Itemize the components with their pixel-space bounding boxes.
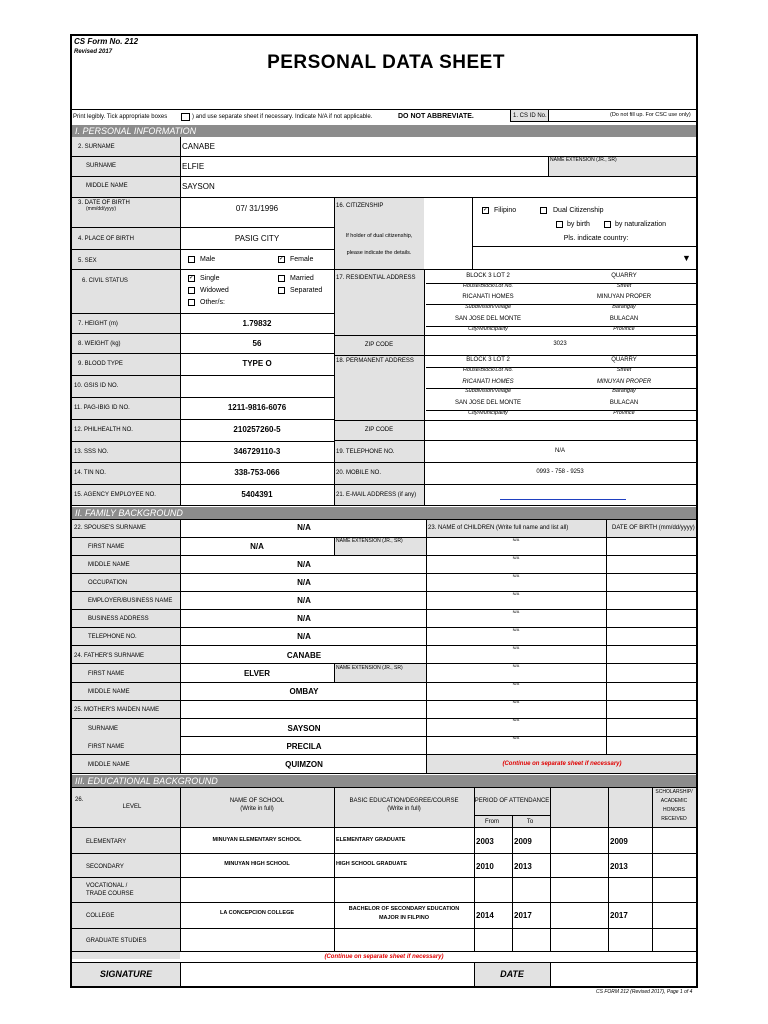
citizenship-dual-label: Dual Citizenship [553,207,604,214]
philhealth-value[interactable]: 210257260-5 [233,425,281,434]
surname-label: 2. SURNAME [78,144,115,150]
civil-separated-checkbox[interactable] [278,287,285,294]
tin-value[interactable]: 338-753-066 [234,468,280,477]
res-subdivision-caption: Subdivision/Village [464,304,512,310]
perm-barangay-caption: Barangay [612,388,636,394]
citizenship-label: 16. CITIZENSHIP [336,203,384,209]
telephone-label: 19. TELEPHONE NO. [336,449,395,455]
mobile-label: 20. MOBILE NO. [336,470,382,476]
spouse-first-label: FIRST NAME [88,544,125,550]
education-num: 26. [75,797,84,803]
dob-label: 3. DATE OF BIRTH [78,200,130,206]
child-row-8[interactable]: N/A [512,663,520,668]
date-label: DATE [500,969,524,979]
edu-college-year[interactable]: 2017 [610,911,628,920]
perm-city-caption: City/Municipality [468,410,508,416]
edu-college-course-2[interactable]: MAJOR IN FILPINO [378,915,430,921]
tin-label: 14. TIN NO. [74,470,106,476]
mother-surname-label: SURNAME [88,726,119,732]
father-first-label: FIRST NAME [88,671,125,677]
edu-secondary-year[interactable]: 2013 [610,862,628,871]
employer-label: EMPLOYER/BUSINESS NAME [88,598,173,604]
mother-first-value[interactable]: PRECILA [286,742,322,751]
civil-widowed-checkbox[interactable] [188,287,195,294]
child-row-12[interactable]: N/A [512,735,520,740]
height-value[interactable]: 1.79832 [242,319,272,328]
res-province-caption: Province [613,326,635,332]
education-honors-4: RECEIVED [661,816,687,822]
sex-male-label: Male [200,256,216,263]
perm-zip-label: ZIP CODE [364,427,394,433]
edu-secondary-to[interactable]: 2013 [514,862,532,871]
civil-single-label: Single [200,275,220,282]
children-label: 23. NAME of CHILDREN (Write full name and list all) [428,525,569,531]
father-name-ext-label: NAME EXTENSION (JR., SR) [336,665,403,671]
section-personal-information: I. PERSONAL INFORMATION [72,125,696,137]
edu-vocational-level-2: TRADE COURSE [86,891,134,897]
child-row-10[interactable]: N/A [512,699,520,704]
instructions-b: ) and use separate sheet if necessary. Indicate N/A if not applicable. [192,114,373,120]
residential-address-label: 17. RESIDENTIAL ADDRESS [336,275,416,281]
business-address-value[interactable]: N/A [297,614,311,623]
civil-other-checkbox[interactable] [188,299,195,306]
email-label: 21. E-MAIL ADDRESS (if any) [336,492,417,498]
citizenship-note-1: If holder of dual citizenship, [345,233,413,239]
child-row-7[interactable]: N/A [512,645,520,650]
perm-street-value[interactable]: QUARRY [611,357,637,363]
middle-name-value[interactable]: SAYSON [182,182,215,191]
cs-id-label: 1. CS ID No. [513,113,547,119]
weight-value[interactable]: 56 [252,339,262,348]
section-family-background: II. FAMILY BACKGROUND [72,507,696,519]
edu-elementary-to[interactable]: 2009 [514,837,532,846]
res-street-value[interactable]: QUARRY [611,273,637,279]
education-honors-1: SCHOLARSHIP/ [655,789,693,795]
child-row-5[interactable]: N/A [512,609,520,614]
father-first-value[interactable]: ELVER [243,669,271,678]
perm-house-caption: House/Block/Lot No. [462,367,514,373]
child-row-11[interactable]: N/A [512,717,520,722]
edu-secondary-school[interactable]: MINUYAN HIGH SCHOOL [224,861,290,867]
mother-middle-value[interactable]: QUIMZON [285,760,323,769]
edu-elementary-year[interactable]: 2009 [610,837,628,846]
permanent-address-label: 18. PERMANENT ADDRESS [336,358,414,364]
res-city-value[interactable]: SAN JOSE DEL MONTE [454,316,522,322]
page-title: PERSONAL DATA SHEET [267,52,505,73]
perm-subdivision-value[interactable]: RICANATI HOMES [462,379,514,385]
res-house-value[interactable]: BLOCK 3 LOT 2 [466,273,510,279]
res-subdivision-value[interactable]: RICANATI HOMES [462,294,514,300]
res-barangay-caption: Barangay [612,304,636,310]
child-row-2[interactable]: N/A [512,555,520,560]
education-school-header: NAME OF SCHOOL [229,798,285,804]
mother-surname-value[interactable]: SAYSON [287,724,321,733]
signature-label: SIGNATURE [99,969,153,979]
res-zip-value[interactable]: 3023 [553,341,567,347]
education-level-header: LEVEL [122,804,142,810]
education-course-header: BASIC EDUCATION/DEGREE/COURSE [349,798,459,804]
spouse-telephone-label: TELEPHONE NO. [88,634,137,640]
res-street-caption: Street [616,283,632,289]
perm-house-value[interactable]: BLOCK 3 LOT 2 [466,357,510,363]
page-footer: CS FORM 212 (Revised 2017), Page 1 of 4 [596,989,693,995]
sss-value[interactable]: 346729110-3 [233,447,281,456]
edu-elementary-from[interactable]: 2003 [476,837,494,846]
sex-label: 5. SEX [78,258,97,264]
email-value-link[interactable] [500,499,626,500]
education-honors-2: ACADEMIC [660,798,688,804]
perm-province-caption: Province [613,410,635,416]
father-surname-label: 24. FATHER'S SURNAME [74,653,145,659]
sex-female-checkbox[interactable]: ✓ [279,256,285,262]
occupation-label: OCCUPATION [88,580,128,586]
citizenship-naturalization-label: by naturalization [615,221,666,228]
citizenship-by-birth-checkbox[interactable] [556,221,563,228]
first-name-label: SURNAME [86,163,117,169]
citizenship-by-birth-label: by birth [567,221,590,228]
blood-type-value[interactable]: TYPE O [242,359,272,368]
mobile-value[interactable]: 0993 - 758 - 9253 [536,469,584,475]
edu-college-to[interactable]: 2017 [514,911,532,920]
agency-label: 15. AGENCY EMPLOYEE NO. [74,492,156,498]
child-row-3[interactable]: N/A [512,573,520,578]
edu-elementary-school[interactable]: MINUYAN ELEMENTARY SCHOOL [212,837,302,843]
edu-secondary-from[interactable]: 2010 [476,862,494,871]
dob-format: (mm/dd/yyyy) [86,206,116,212]
citizenship-filipino-label: Filipino [494,207,517,214]
height-label: 7. HEIGHT (m) [78,321,118,327]
first-name-value[interactable]: ELFIE [182,162,205,171]
name-extension-label: NAME EXTENSION (JR., SR) [550,157,617,163]
res-barangay-value[interactable]: MINUYAN PROPER [596,294,652,300]
education-from-header: From [485,819,499,825]
citizenship-naturalization-checkbox[interactable] [604,221,611,228]
sss-label: 13. SSS NO. [74,449,109,455]
pob-value[interactable]: PASIG CITY [234,234,280,243]
sex-male-checkbox[interactable] [188,256,195,263]
children-continue-note: (Continue on separate sheet if necessary) [502,761,622,767]
middle-name-label: MIDDLE NAME [86,183,128,189]
spouse-middle-value[interactable]: N/A [297,560,311,569]
spouse-surname-value[interactable]: N/A [297,523,311,532]
edu-elementary-level: ELEMENTARY [86,839,127,845]
education-continue-note: (Continue on separate sheet if necessary) [324,954,444,960]
perm-subdivision-caption: Subdivision/Village [464,388,512,394]
civil-married-label: Married [290,275,314,282]
employer-value[interactable]: N/A [297,596,311,605]
section-educational-background: III. EDUCATIONAL BACKGROUND [72,775,696,787]
spouse-name-ext-label: NAME EXTENSION (JR., SR) [336,538,403,544]
civil-single-checkbox[interactable]: ✓ [189,275,195,281]
tick-box-sample [181,113,190,121]
edu-graduate-level: GRADUATE STUDIES [86,938,147,944]
blood-type-label: 9. BLOOD TYPE [78,361,123,367]
education-period-header: PERIOD OF ATTENDANCE [474,798,550,804]
pagibig-value[interactable]: 1211-9816-6076 [227,403,287,412]
edu-college-from[interactable]: 2014 [476,911,494,920]
education-to-header: To [526,819,534,825]
res-house-caption: House/Block/Lot No. [462,283,514,289]
father-middle-value[interactable]: OMBAY [289,687,319,696]
children-dob-label: DATE OF BIRTH (mm/dd/yyyy) [612,525,695,531]
father-middle-label: MIDDLE NAME [88,689,130,695]
citizenship-country-label: Pls. indicate country: [563,235,629,242]
res-city-caption: City/Municipality [468,326,508,332]
education-honors-3: HONORS [663,807,685,813]
business-address-label: BUSINESS ADDRESS [88,616,149,622]
education-course-sub: (Write in full) [387,806,421,812]
pob-label: 4. PLACE OF BIRTH [78,236,134,242]
civil-widowed-label: Widowed [200,287,229,294]
father-surname-value[interactable]: CANABE [286,651,322,660]
citizenship-filipino-checkbox[interactable]: ✓ [483,207,489,213]
perm-barangay-value[interactable]: MINUYAN PROPER [596,379,652,385]
surname-value[interactable]: CANABE [182,142,215,151]
spouse-telephone-value[interactable]: N/A [297,632,311,641]
res-zip-label: ZIP CODE [364,342,394,348]
edu-elementary-course[interactable]: ELEMENTARY GRADUATE [336,837,406,843]
edu-college-school[interactable]: LA CONCEPCION COLLEGE [219,910,295,916]
mother-maiden-label: 25. MOTHER'S MAIDEN NAME [74,707,160,713]
agency-value[interactable]: 5404391 [241,490,273,499]
telephone-value[interactable]: N/A [554,448,566,454]
perm-street-caption: Street [616,367,632,373]
edu-college-course[interactable]: BACHELOR OF SECONDARY EDUCATION [348,906,460,912]
child-row-6[interactable]: N/A [512,627,520,632]
perm-city-value[interactable]: SAN JOSE DEL MONTE [454,400,522,406]
education-school-sub: (Write in full) [240,806,274,812]
personal-data-sheet-form [70,34,698,988]
pagibig-label: 11. PAG-IBIG ID NO. [74,405,130,411]
occupation-value[interactable]: N/A [297,578,311,587]
spouse-middle-label: MIDDLE NAME [88,562,130,568]
edu-vocational-level: VOCATIONAL / [86,883,128,889]
civil-married-checkbox[interactable] [278,275,285,282]
res-province-value[interactable]: BULACAN [609,316,639,322]
dob-value[interactable]: 07/ 31/1996 [235,204,279,213]
child-row-9[interactable]: N/A [512,681,520,686]
citizenship-dual-checkbox[interactable] [540,207,547,214]
cs-id-note: (Do not fill up. For CSC use only) [610,112,691,118]
instructions-a: Print legibly. Tick appropriate boxes [73,114,168,120]
form-revision: Revised 2017 [74,49,113,55]
civil-status-label: 6. CIVIL STATUS [82,278,128,284]
civil-separated-label: Separated [290,287,323,294]
edu-secondary-course[interactable]: HIGH SCHOOL GRADUATE [336,861,407,867]
edu-secondary-level: SECONDARY [86,864,124,870]
gsis-label: 10. GSIS ID NO. [74,383,119,389]
weight-label: 8. WEIGHT (kg) [78,341,121,347]
citizenship-note-2: please indicate the details. [346,250,412,256]
spouse-first-value[interactable]: N/A [250,542,264,551]
civil-other-label: Other/s: [200,299,225,306]
mother-middle-label: MIDDLE NAME [88,762,130,768]
edu-college-level: COLLEGE [86,913,115,919]
instructions-c: DO NOT ABBREVIATE. [398,113,474,120]
form-number: CS Form No. 212 [74,37,139,46]
child-row-1[interactable]: N/A [512,537,520,542]
sex-female-label: Female [290,256,314,263]
child-row-4[interactable]: N/A [512,591,520,596]
philhealth-label: 12. PHILHEALTH NO. [74,427,133,433]
perm-province-value[interactable]: BULACAN [609,400,639,406]
country-dropdown-icon[interactable]: ▼ [682,253,691,263]
mother-first-label: FIRST NAME [88,744,125,750]
spouse-surname-label: 22. SPOUSE'S SURNAME [74,525,146,531]
